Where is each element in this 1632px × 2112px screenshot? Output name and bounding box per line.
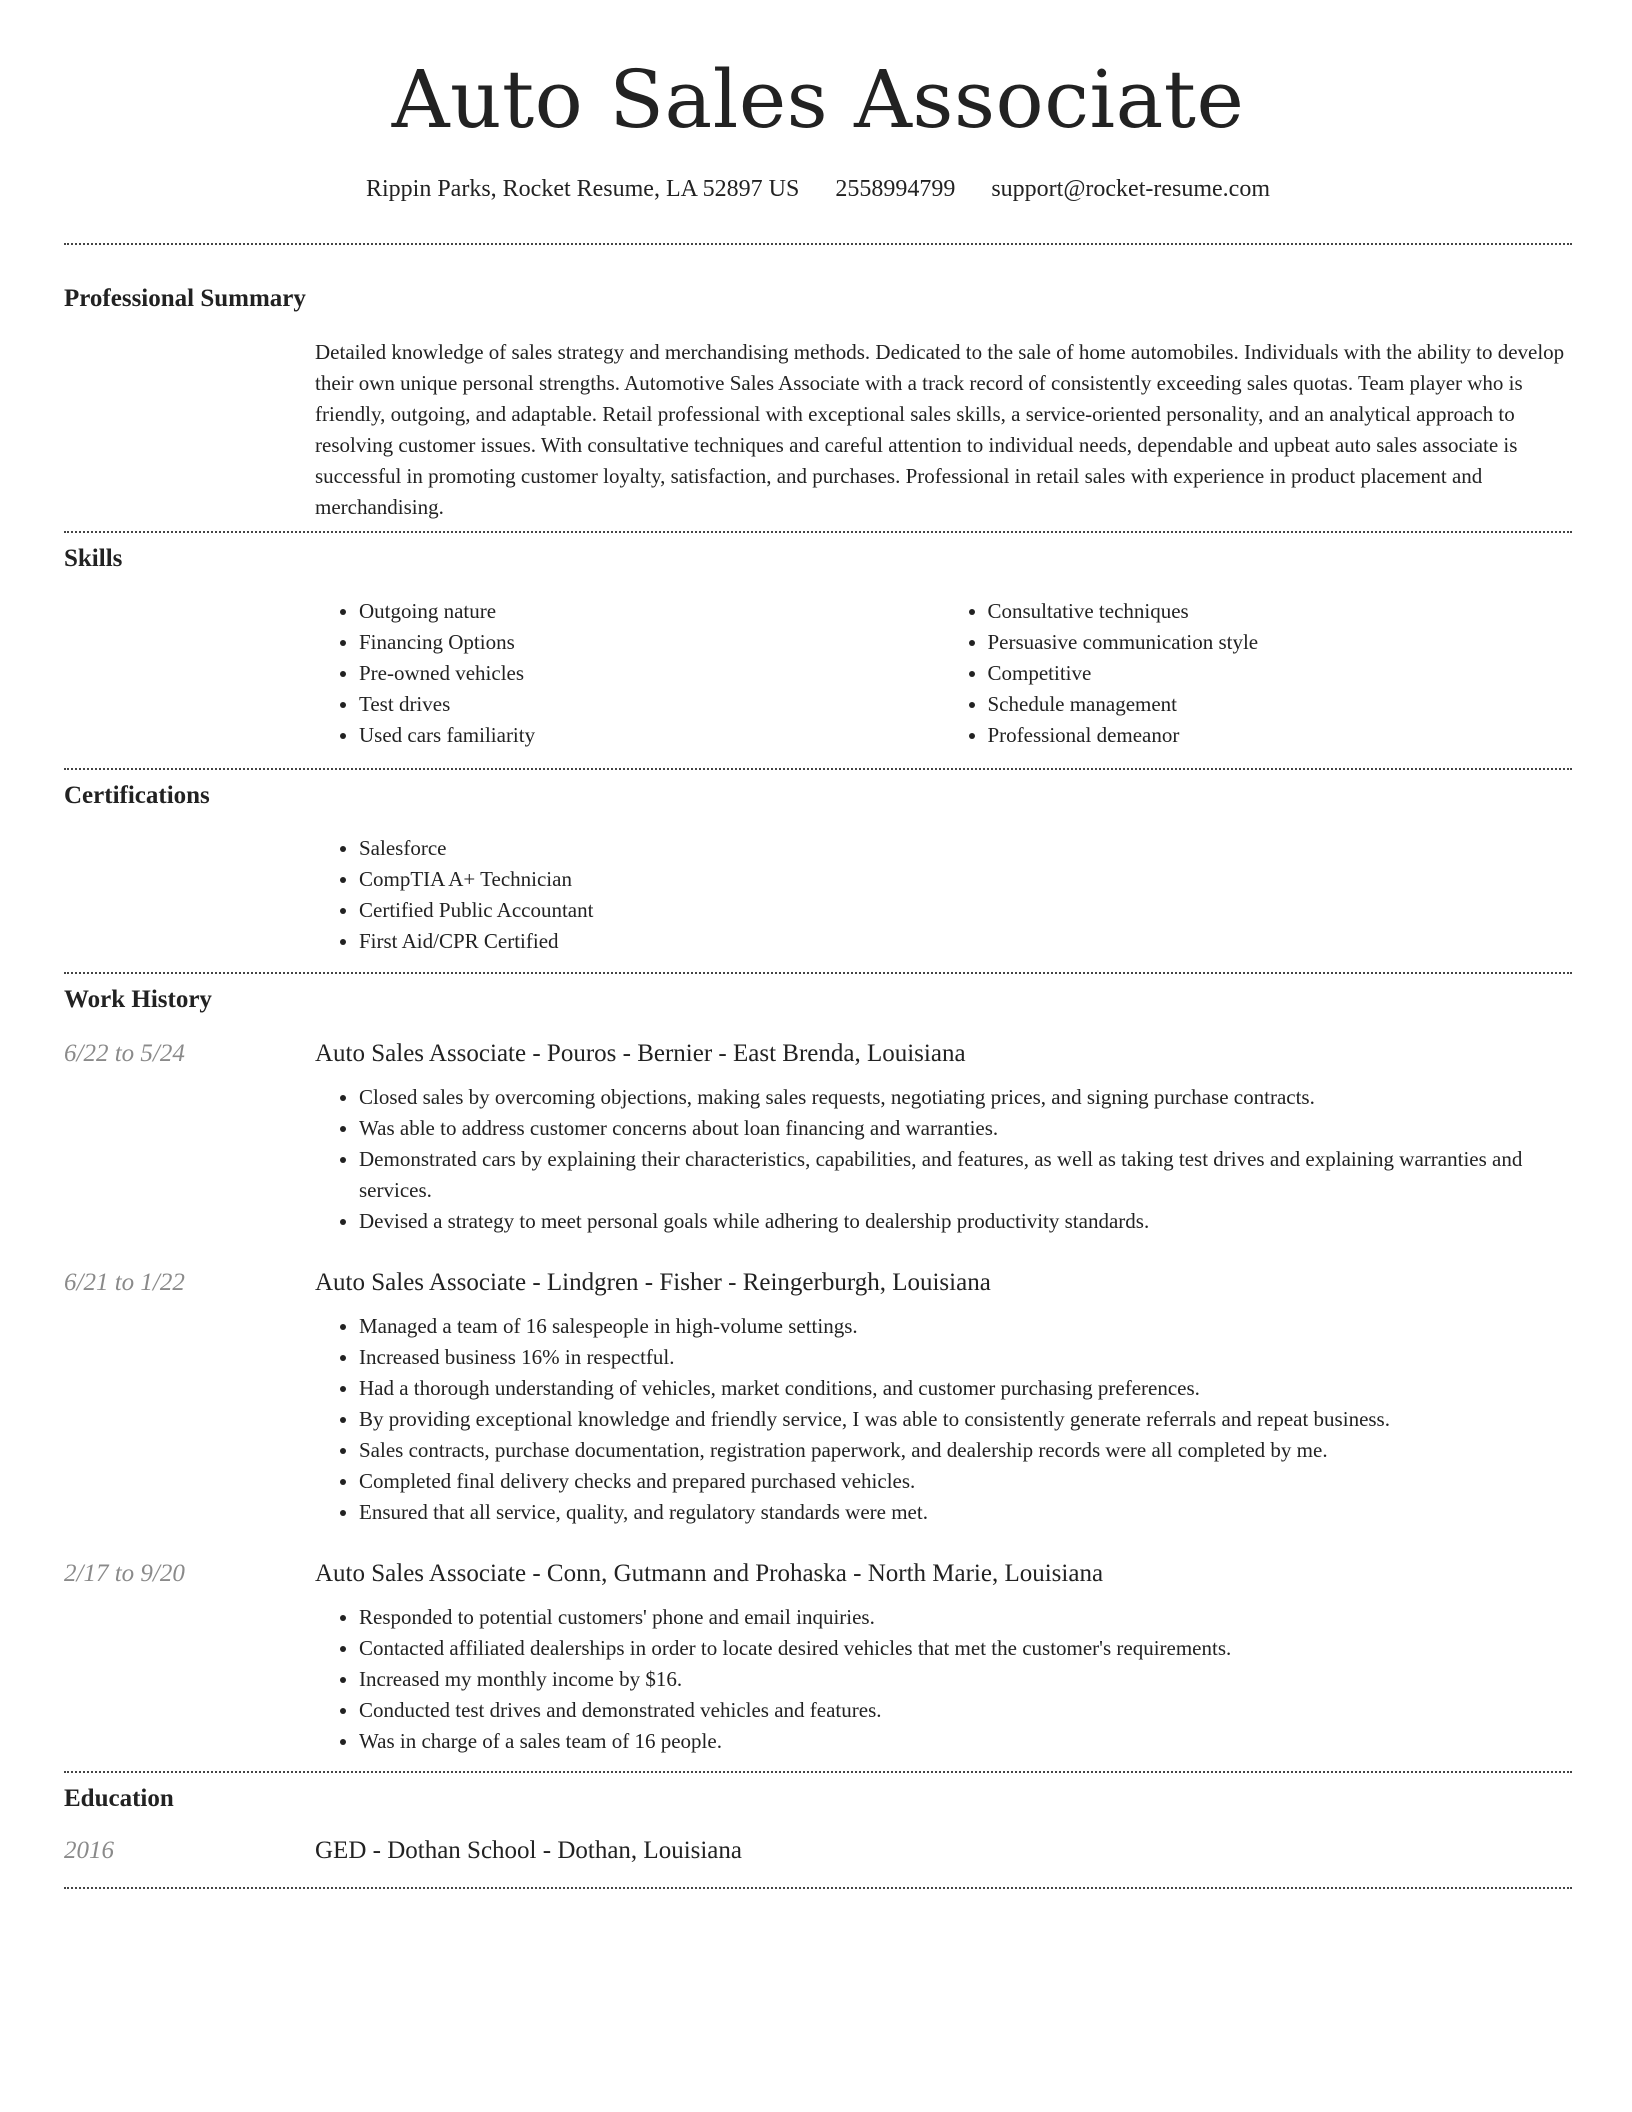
section-title-work-history: Work History <box>64 986 212 1013</box>
divider <box>64 972 1572 974</box>
skill-item: • Financing Options <box>359 627 944 658</box>
job-entry <box>64 1560 1572 1757</box>
job-bullet: • Ensured that all service, quality, and regulatory standards were met. <box>359 1497 1572 1528</box>
certification-item: • Salesforce <box>359 833 1572 864</box>
certification-item: • Certified Public Accountant <box>359 895 1572 926</box>
skill-item: • Professional demeanor <box>988 720 1573 751</box>
divider <box>64 243 1572 245</box>
skill-item: • Schedule management <box>988 689 1573 720</box>
job-date: 2/17 to 9/20 <box>64 1560 185 1587</box>
education-entry <box>64 1837 1572 1865</box>
job-bullet: • Closed sales by overcoming objections, making sales requests, negotiating prices, and signing purchase contracts. <box>359 1082 1572 1113</box>
job-bullets <box>315 1082 1572 1237</box>
job-bullet: • Completed final delivery checks and prepared purchased vehicles. <box>359 1466 1572 1497</box>
job-bullet: • Devised a strategy to meet personal goals while adhering to dealership productivity standards. <box>359 1206 1572 1237</box>
skill-item: • Persuasive communication style <box>988 627 1573 658</box>
job-title: Auto Sales Associate - Pouros - Bernier - East Brenda, Louisiana <box>315 1040 966 1067</box>
divider <box>64 531 1572 533</box>
skills-column-right <box>944 596 1573 751</box>
resume-name: Auto Sales Associate <box>391 53 1245 146</box>
job-bullet: • Conducted test drives and demonstrated vehicles and features. <box>359 1695 1572 1726</box>
job-bullet: • Responded to potential customers' phone and email inquiries. <box>359 1602 1572 1633</box>
certifications-list <box>315 833 1572 957</box>
section-title-certifications: Certifications <box>64 782 210 809</box>
job-bullets <box>315 1602 1572 1757</box>
summary-text: Detailed knowledge of sales strategy and merchandising methods. Dedicated to the sale of home automobiles. Individuals with the ability to develop their own unique personal strengths. Automotive Sales Associate with a track record of consistently exceeding sales quotas. Team player who is friendly, outgoing, and adaptable. Retail professional with exceptional sales skills, a service-oriented personality, and an analytical approach to resolving customer issues. With consultative techniques and careful attention to individual needs, dependable and upbeat auto sales associate is successful in promoting customer loyalty, satisfaction, and purchases. Professional in retail sales with experience in product placement and merchandising. <box>315 340 1565 519</box>
contact-phone: 2558994799 <box>835 176 956 202</box>
contact-line <box>64 176 1572 203</box>
job-bullet: • Sales contracts, purchase documentation, registration paperwork, and dealership records were all completed by me. <box>359 1435 1572 1466</box>
certification-item: • First Aid/CPR Certified <box>359 926 1572 957</box>
education-degree: GED - Dothan School - Dothan, Louisiana <box>315 1837 743 1864</box>
job-bullet: • Managed a team of 16 salespeople in high-volume settings. <box>359 1311 1572 1342</box>
contact-email: support@rocket-resume.com <box>991 176 1270 202</box>
skill-item: • Competitive <box>988 658 1573 689</box>
contact-address: Rippin Parks, Rocket Resume, LA 52897 US <box>365 176 800 202</box>
divider <box>64 1887 1572 1889</box>
section-title-skills: Skills <box>64 545 123 572</box>
section-title-summary: Professional Summary <box>64 285 306 312</box>
job-title: Auto Sales Associate - Conn, Gutmann and Prohaska - North Marie, Louisiana <box>315 1560 1104 1587</box>
skill-item: • Outgoing nature <box>359 596 944 627</box>
job-bullet: • By providing exceptional knowledge and friendly service, I was able to consistently generate referrals and repeat business. <box>359 1404 1572 1435</box>
section-title-education: Education <box>64 1785 174 1812</box>
skill-item: • Used cars familiarity <box>359 720 944 751</box>
skill-item: • Test drives <box>359 689 944 720</box>
job-bullet: • Increased business 16% in respectful. <box>359 1342 1572 1373</box>
job-date: 6/21 to 1/22 <box>64 1269 185 1296</box>
job-bullet: • Increased my monthly income by $16. <box>359 1664 1572 1695</box>
job-entry <box>64 1269 1572 1528</box>
divider <box>64 768 1572 770</box>
education-date: 2016 <box>64 1837 114 1864</box>
job-bullets <box>315 1311 1572 1528</box>
skill-item: • Pre-owned vehicles <box>359 658 944 689</box>
job-date: 6/22 to 5/24 <box>64 1040 185 1067</box>
job-bullet: • Was in charge of a sales team of 16 people. <box>359 1726 1572 1757</box>
skills-column-left <box>315 596 944 751</box>
job-bullet: • Had a thorough understanding of vehicles, market conditions, and customer purchasing preferences. <box>359 1373 1572 1404</box>
skill-item: • Consultative techniques <box>988 596 1573 627</box>
skills-list <box>315 596 1572 751</box>
job-bullet: • Was able to address customer concerns about loan financing and warranties. <box>359 1113 1572 1144</box>
job-bullet: • Contacted affiliated dealerships in order to locate desired vehicles that met the customer's requirements. <box>359 1633 1572 1664</box>
resume-page <box>64 0 1572 1889</box>
divider <box>64 1771 1572 1773</box>
job-entry <box>64 1040 1572 1237</box>
job-title: Auto Sales Associate - Lindgren - Fisher - Reingerburgh, Louisiana <box>315 1269 991 1296</box>
job-bullet: • Demonstrated cars by explaining their characteristics, capabilities, and features, as well as taking test drives and explaining warranties and services. <box>359 1144 1572 1206</box>
certification-item: • CompTIA A+ Technician <box>359 864 1572 895</box>
